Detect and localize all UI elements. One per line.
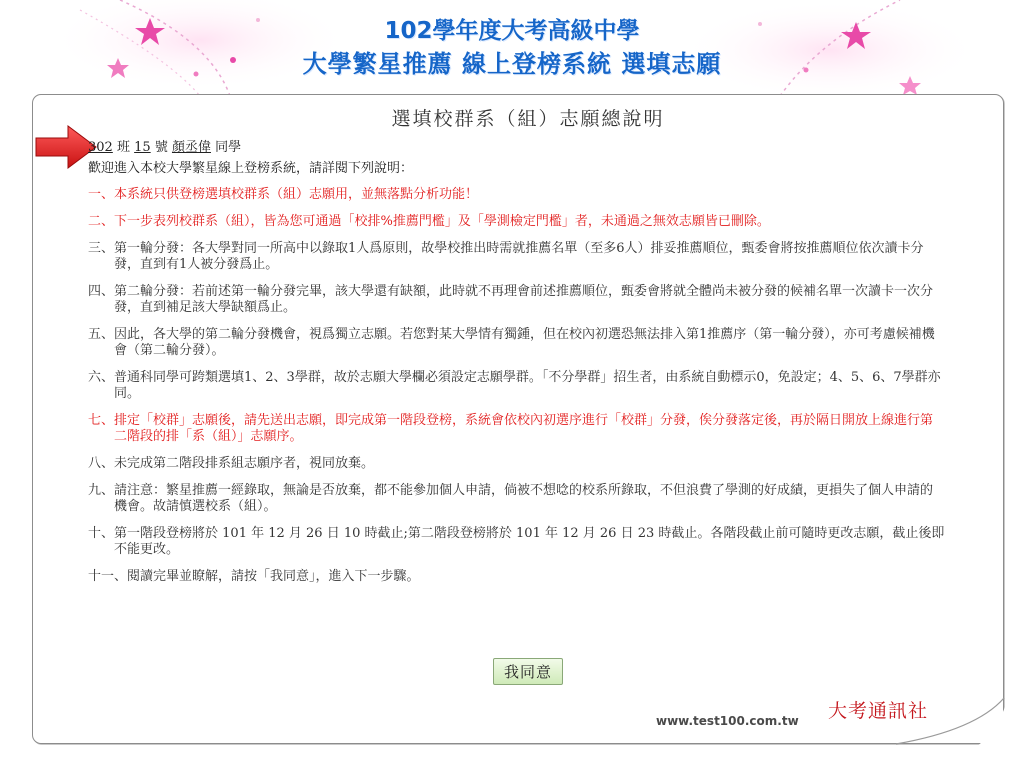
rule-text: 第一輪分發：各大學對同一所高中以錄取1人爲原則，故學校推出時需就推薦名單（至多6人）排妥推薦順位，甄委會將按推薦順位依次讀卡分發，直到有1人被分發爲止。: [114, 241, 924, 272]
rule-number: 十一、: [88, 569, 128, 584]
agree-button[interactable]: 我同意: [493, 658, 563, 685]
rule-text: 普通科同學可跨類選填1、2、3學群，故於志願大學欄必須設定志願學群。「不分學群」招生者，由系統自動標示0，免設定；4、5、6、7學群亦同。: [114, 370, 941, 401]
student-name: 顏丞偉: [171, 140, 211, 155]
rules-list: [88, 187, 968, 585]
rule-number: 五、: [88, 327, 115, 342]
rule-number: 二、: [88, 214, 115, 229]
rule-number: 三、: [88, 241, 115, 256]
rule-text: 因此，各大學的第二輪分發機會，視爲獨立志願。若您對某大學情有獨鍾，但在校內初選恐無法排入第1推薦序（第一輪分發），亦可考慮候補機會（第二輪分發）。: [114, 327, 935, 358]
student-info: [88, 139, 968, 156]
rule-text: 第一階段登榜將於 101 年 12 月 26 日 10 時截止;第二階段登榜將於 101 年 12 月 26 日 23 時截止。各階段截止前可隨時更改志願，截止後即不能更改。: [114, 526, 945, 557]
seat-number: 15: [134, 140, 151, 155]
rule-item: [88, 187, 968, 203]
rule-text: 閱讀完畢並瞭解，請按「我同意」，進入下一步驟。: [127, 569, 420, 584]
rule-number: 七、: [88, 413, 115, 428]
rule-item: [88, 483, 968, 515]
rule-item: [88, 284, 968, 316]
rule-item: [88, 456, 968, 472]
rule-number: 十、: [88, 526, 115, 541]
welcome-text: 歡迎進入本校大學繁星線上登榜系統，請詳閱下列說明：: [88, 161, 414, 176]
rule-number: 九、: [88, 483, 115, 498]
rule-text: 請注意：繁星推薦一經錄取，無論是否放棄，都不能參加個人申請，倘被不想唸的校系所錄取，不但浪費了學測的好成績，更損失了個人申請的機會。故請慎選校系（組）。: [114, 483, 934, 514]
seat-label: 號: [154, 140, 168, 155]
rule-text: 未完成第二階段排系組志願序者，視同放棄。: [114, 456, 375, 471]
rule-item: [88, 241, 968, 273]
rule-item: [88, 526, 968, 558]
header-banner: [0, 0, 1024, 96]
rule-item: [88, 214, 968, 230]
page-title: 選填校群系（組）志願總說明: [391, 108, 665, 130]
header-title-line2: 大學繁星推薦 線上登榜系統 選填志願: [302, 50, 722, 78]
rule-item: [88, 413, 968, 445]
rule-item: [88, 370, 968, 402]
student-suffix: 同學: [215, 140, 242, 155]
footer-brand: 大考通訊社: [828, 700, 929, 722]
agree-area: [88, 658, 968, 685]
rule-number: 一、: [88, 187, 115, 202]
footer-url: www.test100.com.tw: [656, 714, 799, 728]
rule-number: 八、: [88, 456, 115, 471]
header-title-line1: 102學年度大考高級中學: [384, 18, 640, 44]
rule-text: 排定「校群」志願後，請先送出志願，即完成第一階段登榜，系統會依校內初選序進行「校群」分發，俟分發落定後，再於隔日開放上線進行第二階段的排「系（組）」志願序。: [114, 413, 934, 444]
content-area: [88, 104, 968, 681]
rule-item: [88, 327, 968, 359]
rule-text: 第二輪分發：若前述第一輪分發完畢，該大學還有缺額，此時就不再理會前述推薦順位，甄委會將就全體尚未被分發的候補名單一次讀卡一次分發，直到補足該大學缺額爲止。: [114, 284, 934, 315]
rule-number: 六、: [88, 370, 115, 385]
rule-text: 下一步表列校群系（組），皆為您可通過「校排%推薦門檻」及「學測檢定門檻」者，未通過之無效志願皆已刪除。: [114, 214, 770, 229]
rule-number: 四、: [88, 284, 115, 299]
class-label: 班: [116, 140, 130, 155]
rule-item: [88, 569, 968, 585]
rule-text: 本系統只供登榜選填校群系（組）志願用，並無落點分析功能！: [114, 187, 479, 202]
class-number: 302: [88, 140, 113, 155]
